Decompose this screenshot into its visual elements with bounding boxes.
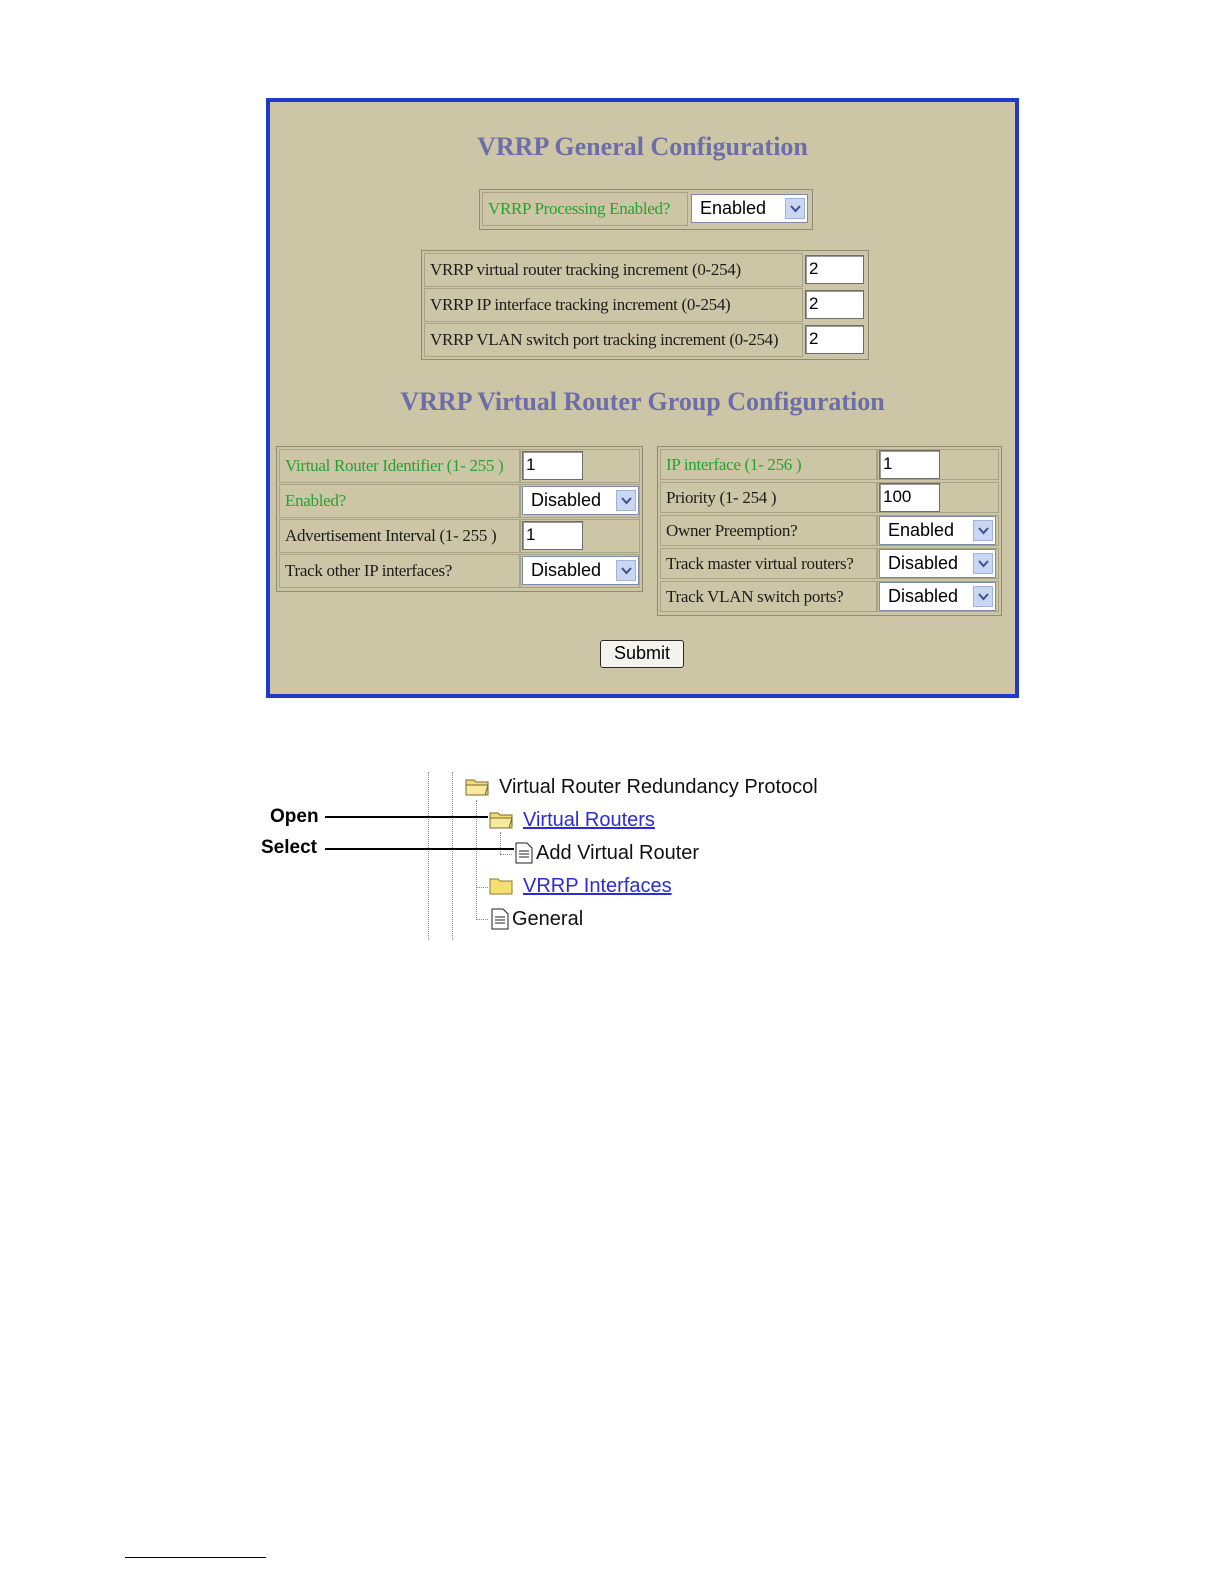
priority-label: Priority (1- 254 )	[660, 482, 877, 513]
track-vlan-label: Track VLAN switch ports?	[660, 581, 877, 612]
tree-guide-line	[500, 854, 512, 855]
ip-tracking-label: VRRP IP interface tracking increment (0-254)	[424, 288, 803, 322]
track-master-label: Track master virtual routers?	[660, 548, 877, 579]
vlan-tracking-label: VRRP VLAN switch port tracking increment (0-254)	[424, 323, 803, 357]
vr-tracking-input[interactable]: 2	[805, 255, 864, 284]
tracking-increment-table	[421, 250, 869, 360]
open-folder-icon	[489, 810, 515, 830]
track-ip-select-value: Disabled	[531, 560, 602, 580]
vr-tracking-label: VRRP virtual router tracking increment (0-254)	[424, 253, 803, 287]
folder-icon	[489, 876, 515, 896]
owner-preemption-select[interactable]	[879, 516, 996, 545]
track-master-select[interactable]	[879, 549, 996, 578]
tree-guide-line	[476, 919, 488, 920]
tree-general[interactable]: General	[512, 908, 584, 930]
callout-open-line	[325, 816, 488, 818]
callout-select-label: Select	[261, 837, 317, 858]
tree-guide-line	[428, 772, 429, 940]
open-folder-icon	[465, 777, 491, 797]
processing-select[interactable]	[691, 194, 808, 223]
track-vlan-select-value: Disabled	[888, 586, 959, 606]
chevron-down-icon	[785, 198, 805, 219]
owner-preemption-label: Owner Preemption?	[660, 515, 877, 546]
callout-open-label: Open	[270, 806, 319, 827]
tree-guide-line	[476, 887, 488, 888]
general-config-title: VRRP General Configuration	[477, 132, 808, 161]
adv-interval-label: Advertisement Interval (1- 255 )	[279, 519, 520, 553]
track-vlan-select[interactable]	[879, 582, 996, 611]
track-ip-select[interactable]	[522, 556, 639, 585]
enabled-select[interactable]	[522, 486, 639, 515]
owner-preemption-select-value: Enabled	[888, 520, 955, 540]
processing-label: VRRP Processing Enabled?	[482, 192, 688, 226]
vlan-tracking-input[interactable]: 2	[805, 325, 864, 354]
tree-root-label[interactable]: Virtual Router Redundancy Protocol	[499, 776, 818, 798]
document-icon	[514, 842, 534, 864]
chevron-down-icon	[973, 553, 993, 574]
group-config-title: VRRP Virtual Router Group Configuration	[400, 387, 885, 416]
adv-interval-input[interactable]: 1	[522, 521, 583, 550]
enabled-label: Enabled?	[279, 484, 520, 518]
vrrp-config-panel	[266, 98, 1019, 698]
group-left-table	[276, 446, 643, 592]
tree-guide-line	[452, 772, 453, 940]
vr-identifier-input[interactable]: 1	[522, 451, 583, 480]
enabled-select-value: Disabled	[531, 490, 602, 510]
ip-interface-label: IP interface (1- 256 )	[660, 449, 877, 480]
callout-select-line	[325, 848, 514, 850]
priority-input[interactable]: 100	[879, 483, 940, 512]
track-ip-label: Track other IP interfaces?	[279, 554, 520, 588]
vr-identifier-label: Virtual Router Identifier (1- 255 )	[279, 449, 520, 483]
processing-row	[479, 189, 813, 230]
chevron-down-icon	[973, 520, 993, 541]
tree-virtual-routers-link[interactable]: Virtual Routers	[523, 809, 655, 831]
chevron-down-icon	[973, 586, 993, 607]
submit-button[interactable]: Submit	[600, 640, 684, 668]
processing-select-value: Enabled	[700, 198, 767, 218]
ip-interface-input[interactable]: 1	[879, 450, 940, 479]
track-master-select-value: Disabled	[888, 553, 959, 573]
chevron-down-icon	[616, 560, 636, 581]
footnote-rule	[125, 1557, 266, 1558]
tree-guide-line	[476, 800, 477, 920]
group-right-table	[657, 446, 1002, 616]
tree-vrrp-interfaces-link[interactable]: VRRP Interfaces	[523, 875, 672, 897]
tree-add-virtual-router[interactable]: Add Virtual Router	[536, 842, 700, 864]
chevron-down-icon	[616, 490, 636, 511]
document-icon	[490, 908, 510, 930]
ip-tracking-input[interactable]: 2	[805, 290, 864, 319]
tree-guide-line	[500, 832, 501, 854]
